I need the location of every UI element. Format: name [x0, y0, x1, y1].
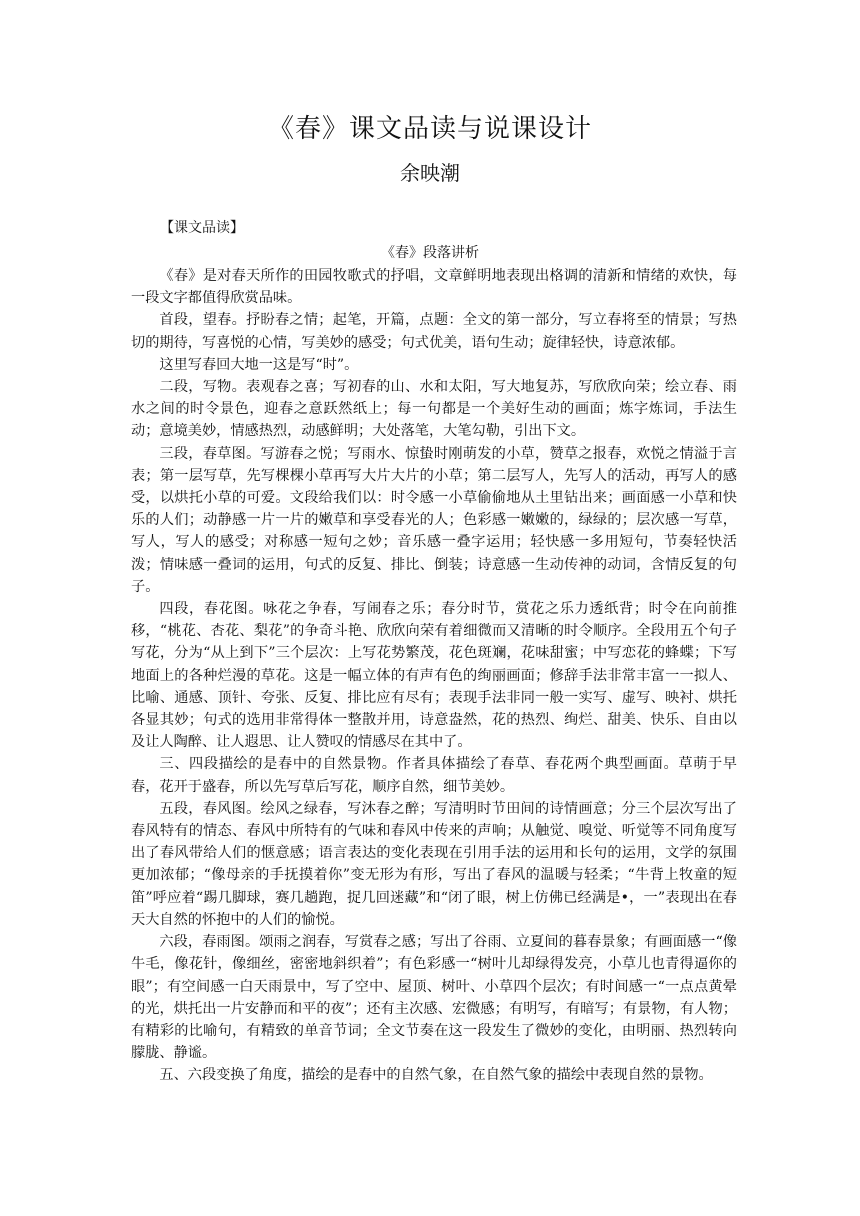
paragraph-3: 三段，春草图。写游春之悦；写雨水、惊蛰时刚萌发的小草，赞草之报春，欢悦之情溢于言表；第一层写草，先写棵棵小草再写大片大片的小草；第二层写人，先写人的活动，再写人的感受，以烘托小草的可爱。文段给我们以：时令感一小草偷偷地从土里钻出来；画面感一小草和快乐的人们；动静感一片一片的嫩草和享受春光的人；色彩感一嫩嫩的，绿绿的；层次感一写草，写人，写人的感受；对称感一短句之妙；音乐感一叠字运用；轻快感一多用短句，节奏轻快活泼；情味感一叠词的运用，句式的反复、排比、倒装；诗意感一生动传神的动词，含情反复的句子。	[131, 445, 737, 595]
paragraph-2: 二段，写物。表观春之喜；写初春的山、水和太阳，写大地复苏，写欣欣向荣；绘立春、雨水之间的时令景色，迎春之意跃然纸上；每一句都是一个美好生动的画面；炼字炼词，手法生动；意境美妙，情感热烈，动感鲜明；大处落笔，大笔勾勒，引出下文。	[131, 379, 737, 440]
paragraph-5-6-summary: 五、六段变换了角度，描绘的是春中的自然气象，在自然气象的描绘中表现自然的景物。	[159, 1067, 713, 1084]
section-label: 【课文品读】	[160, 220, 244, 236]
paragraph-intro: 《春》是对春天所作的田园牧歌式的抒唱，文章鲜明地表现出格调的清新和情绪的欢快，每一段文字都值得欣赏品味。	[131, 268, 737, 307]
section-subtitle: 《春》段落讲析	[381, 245, 479, 261]
paragraph-5: 五段，春风图。绘风之绿春，写沐春之醉；写清明时节田间的诗情画意；分三个层次写出了春风特有的情态、春风中所特有的气味和春风中传来的声响；从触觉、嗅觉、听觉等不同角度写出了春风带给人们的惬意感；语言表达的变化表现在引用手法的运用和长句的运用，文学的氛围更加浓郁；“像母亲的手抚摸着你”变无形为有形，写出了春风的温暖与轻柔；“牛背上牧童的短笛”呼应着“踢几脚球，赛几趟跑，捉几回迷藏”和“闭了眼，树上仿佛已经满是•，一”表现出在春天大自然的怀抱中的人们的愉悦。	[131, 800, 737, 928]
paragraph-1-note: 这里写春回大地一这是写“时”。	[159, 356, 359, 373]
author-name: 余映潮	[400, 161, 460, 185]
paragraph-6: 六段，春雨图。颂雨之润春，写赏春之感；写出了谷雨、立夏间的暮春景象；有画面感一“像牛毛，像花针，像细丝，密密地斜织着”；有色彩感一“树叶儿却绿得发亮，小草儿也青得逼你的眼”；有空间感一白天雨景中，写了空中、屋顶、树叶、小草四个层次；有时间感一“一点点黄晕的光，烘托出一片安静而和平的夜”；还有主次感、宏微感；有明写，有暗写；有景物，有人物；有精彩的比喻句，有精致的单音节词；全文节奏在这一段发生了微妙的变化，由明丽、热烈转向朦胧、静谧。	[131, 934, 737, 1062]
paragraph-1: 首段，望春。抒盼春之情；起笔，开篇，点题：全文的第一部分，写立春将至的情景；写热切的期待，写喜悦的心情，写美妙的感受；句式优美，语句生动；旋律轻快，诗意浓郁。	[131, 312, 737, 351]
body-text	[131, 265, 737, 1087]
paragraph-4: 四段，春花图。咏花之争春，写闹春之乐；春分时节，赏花之乐力透纸背；时令在向前推移，“桃花、杏花、梨花”的争奇斗艳、欣欣向荣有着细微而又清晰的时令顺序。全段用五个句子写花，分为“从上到下”三个层次：上写花势繁茂，花色斑斓，花味甜蜜；中写恋花的蜂蝶；下写地面上的各种烂漫的草花。这是一幅立体的有声有色的绚丽画面；修辞手法非常丰富一一拟人、比喻、通感、顶针、夸张、反复、排比应有尽有；表现手法非同一般一实写、虚写、映衬、烘托各显其妙；句式的选用非常得体一整散并用，诗意盎然，花的热烈、绚烂、甜美、快乐、自由以及让人陶醉、让人遐思、让人赞叹的情感尽在其中了。	[131, 601, 737, 751]
document-title: 《春》课文品读与说课设计	[267, 114, 592, 144]
paragraph-3-4-summary: 三、四段描绘的是春中的自然景物。作者具体描绘了春草、春花两个典型画面。草萌于早春，花开于盛春，所以先写草后写花，顺序自然，细节美妙。	[131, 756, 737, 795]
